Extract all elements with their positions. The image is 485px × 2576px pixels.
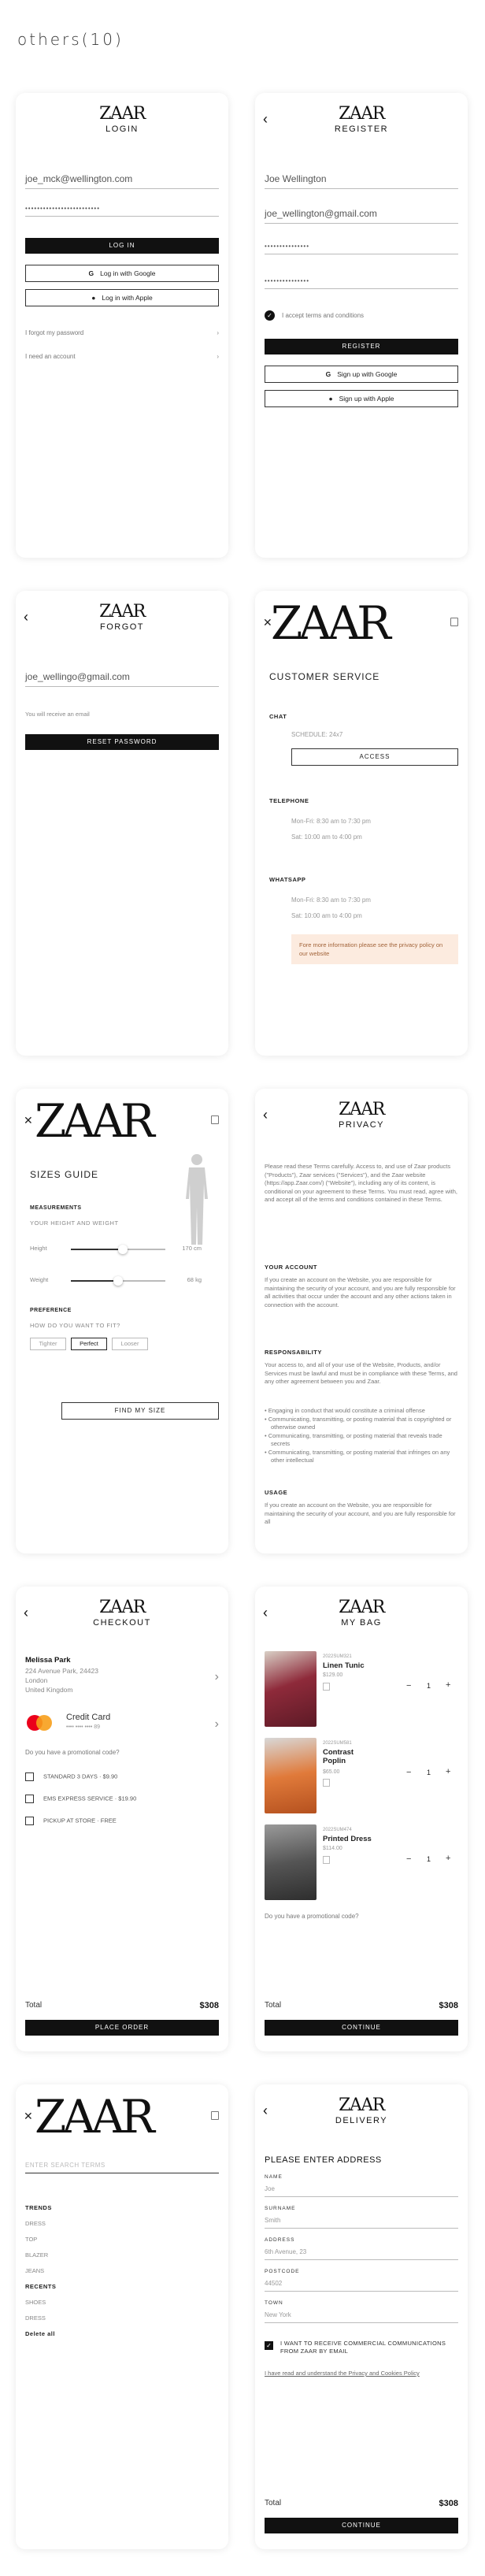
chevron-right-icon: › [214, 1717, 219, 1731]
usage-heading: USAGE [265, 1489, 288, 1496]
checkbox[interactable] [25, 1817, 34, 1825]
bag-item [265, 1824, 458, 1900]
trash-icon[interactable] [323, 1856, 330, 1864]
apple-icon: ● [328, 395, 333, 403]
product-price: $129.00 [323, 1672, 343, 1678]
bag-item [265, 1651, 458, 1727]
chevron-right-icon: › [217, 353, 219, 360]
screen-title: SIZES GUIDE [30, 1169, 99, 1180]
account-heading: YOUR ACCOUNT [265, 1264, 317, 1271]
total-label: Total [25, 2001, 43, 2010]
total-value: $308 [439, 2499, 458, 2508]
height-slider[interactable] [71, 1249, 165, 1250]
shipping-address[interactable] [25, 1656, 219, 1694]
terms-label: I accept terms and conditions [282, 312, 365, 319]
login-card [16, 93, 228, 558]
increase-quantity-button[interactable]: + [446, 1767, 451, 1776]
continue-button[interactable]: CONTINUE [265, 2020, 458, 2036]
apple-login-button[interactable] [25, 289, 219, 306]
register-button[interactable]: REGISTER [265, 339, 458, 354]
page-title: others(10) [17, 30, 124, 49]
shopping-bag-icon[interactable] [450, 618, 458, 626]
brand-logo: ZAAR [35, 2090, 151, 2144]
promo-code-link[interactable]: Do you have a promotional code? [265, 1913, 359, 1920]
product-ref: 2022SUM321 [323, 1654, 352, 1659]
search-card [16, 2084, 228, 2549]
town-label: TOWN [265, 2300, 283, 2306]
back-arrow-icon[interactable]: ‹ [263, 111, 268, 127]
surname-label: SURNAME [265, 2206, 296, 2211]
recent-item[interactable]: DRESS [25, 2314, 46, 2322]
need-account-link[interactable] [25, 353, 219, 360]
product-name: Printed Dress [323, 1835, 372, 1843]
opt-in-label: I WANT TO RECEIVE COMMERCIAL COMMUNICATIONS FROM ZAAR BY EMAIL [280, 2340, 446, 2355]
recent-item[interactable]: SHOES [25, 2299, 46, 2306]
close-icon[interactable]: ✕ [263, 616, 272, 629]
address-field[interactable]: 6th Avenue, 23 [265, 2248, 458, 2260]
reset-password-button[interactable]: RESET PASSWORD [25, 734, 219, 750]
product-price: $114.00 [323, 1846, 342, 1851]
terms-check-icon[interactable]: ✓ [265, 310, 275, 321]
screen-title: MY BAG [341, 1618, 382, 1628]
back-arrow-icon[interactable]: ‹ [263, 1107, 268, 1123]
apple-signup-label: Sign up with Apple [339, 395, 394, 403]
continue-button[interactable]: CONTINUE [265, 2518, 458, 2533]
google-icon: G [325, 370, 331, 378]
fit-option-tighter[interactable]: Tighter [30, 1338, 66, 1350]
surname-field[interactable]: Smith [265, 2217, 458, 2229]
whatsapp-hours-weekday: Mon-Fri: 8:30 am to 7:30 pm [291, 896, 371, 904]
back-arrow-icon[interactable]: ‹ [24, 609, 28, 625]
back-arrow-icon[interactable]: ‹ [24, 1605, 28, 1620]
brand-logo: ZAAR [99, 1598, 145, 1617]
increase-quantity-button[interactable]: + [446, 1680, 451, 1690]
shipping-option-express[interactable]: EMS EXPRESS SERVICE · $19.90 [25, 1795, 136, 1803]
product-name: Linen Tunic [323, 1661, 365, 1670]
whatsapp-label: WHATSAPP [269, 876, 306, 883]
opt-in-check-icon[interactable]: ✓ [265, 2341, 273, 2350]
quantity-value: 1 [427, 1769, 431, 1776]
google-login-button[interactable] [25, 265, 219, 282]
bullet-item: • Communicating, transmitting, or posting material that reveals trade secrets [265, 1431, 442, 1447]
decrease-quantity-button[interactable]: − [406, 1768, 412, 1777]
address-label: ADDRESS [265, 2237, 295, 2243]
mastercard-icon [25, 1714, 54, 1732]
increase-quantity-button[interactable]: + [446, 1854, 451, 1863]
whatsapp-hours-saturday: Sat: 10:00 am to 4:00 pm [291, 912, 362, 919]
measurements-label: MEASUREMENTS [30, 1205, 82, 1211]
chat-schedule: SCHEDULE: 24x7 [291, 731, 343, 738]
google-signup-button[interactable] [265, 366, 458, 383]
screen-title: REGISTER [334, 124, 389, 134]
total-label: Total [265, 2499, 282, 2507]
total-value: $308 [439, 2001, 458, 2010]
decrease-quantity-button[interactable]: − [406, 1854, 412, 1864]
trend-item[interactable]: BLAZER [25, 2251, 49, 2259]
brand-logo: ZAAR [99, 602, 145, 622]
height-slider-fill [71, 1249, 123, 1250]
height-value: 170 cm [182, 1245, 202, 1252]
town-field[interactable]: New York [265, 2311, 458, 2323]
screen-title: DELIVERY [335, 2116, 388, 2125]
bullet-item: • Engaging in conduct that would constitute a criminal offense [265, 1407, 425, 1414]
product-image [265, 1651, 317, 1727]
total-value: $308 [199, 2001, 219, 2010]
usage-text: If you create an account on the Website, you are responsible for maintaining the security of your account, and you are fully responsible for all [265, 1501, 456, 1525]
fit-option-looser[interactable]: Looser [112, 1338, 148, 1350]
delete-all-button[interactable]: Delete all [25, 2330, 55, 2337]
name-label: NAME [265, 2174, 283, 2180]
weight-label: Weight [30, 1276, 49, 1283]
brand-logo: ZAAR [339, 1598, 384, 1617]
apple-signup-button[interactable] [265, 390, 458, 407]
email-note: You will receive an email [25, 711, 90, 718]
brand-logo: ZAAR [35, 1094, 151, 1148]
weight-slider-handle[interactable] [113, 1276, 123, 1286]
confirm-password-field[interactable]: ••••••••••••••• [265, 277, 458, 289]
login-button[interactable]: LOG IN [25, 238, 219, 254]
checkout-card [16, 1587, 228, 2051]
forgot-password-label: I forgot my password [25, 329, 84, 336]
account-text: If you create an account on the Website, you are responsible for maintaining the security of your account, and you are fully responsible for all activities that occur under the account and any other actions taken in connection with the account. [265, 1276, 456, 1308]
close-icon[interactable]: ✕ [24, 2110, 33, 2122]
forgot-password-link[interactable] [25, 329, 219, 336]
height-weight-prompt: YOUR HEIGHT AND WEIGHT [30, 1219, 119, 1227]
screen-title: FORGOT [99, 622, 145, 632]
responsibility-text: Your access to, and all of your use of the Website, Products, and/or Services must be lawful and must be in compliance with these Terms, and any other agreement between you and Zaar. [265, 1361, 457, 1385]
fit-prompt: HOW DO YOU WANT TO FIT? [30, 1322, 120, 1329]
password-field[interactable]: ••••••••••••••••••••••••• [25, 205, 219, 217]
brand-logo: ZAAR [99, 104, 145, 124]
chat-label: CHAT [269, 713, 287, 720]
weight-value: 68 kg [187, 1276, 202, 1283]
product-image [265, 1824, 317, 1900]
product-price: $65.00 [323, 1769, 340, 1775]
google-signup-label: Sign up with Google [337, 370, 398, 378]
postcode-label: POSTCODE [265, 2269, 300, 2274]
email-field[interactable]: joe_mck@wellington.com [25, 173, 219, 189]
weight-slider[interactable] [71, 1280, 165, 1282]
name-field[interactable]: Joe [265, 2185, 458, 2197]
payment-method[interactable] [25, 1711, 219, 1735]
register-card [255, 93, 468, 558]
product-image [265, 1738, 317, 1813]
brand-logo: ZAAR [339, 2095, 384, 2115]
height-label: Height [30, 1245, 47, 1252]
address-prompt: PLEASE ENTER ADDRESS [265, 2155, 382, 2165]
trend-item[interactable]: JEANS [25, 2267, 45, 2274]
customer-service-card [255, 591, 468, 1056]
trends-heading: TRENDS [25, 2204, 52, 2211]
back-arrow-icon[interactable]: ‹ [263, 2103, 268, 2118]
checkbox[interactable] [25, 1795, 34, 1803]
my-bag-card [255, 1587, 468, 2051]
trend-item[interactable]: TOP [25, 2236, 38, 2243]
privacy-intro: Please read these Terms carefully. Access to, and use of Zaar products ("Products"), Zaar services ("Services"), and the Zaar website (https://app.Zaar.com/) ("Website"), including any of its content, is conditional on your agreement to these Terms. You must read, agree with, and accept all of the terms and conditions contained in these Terms. [265, 1163, 458, 1203]
trend-item[interactable]: DRESS [25, 2220, 46, 2227]
checkbox[interactable] [25, 1772, 34, 1781]
shopping-bag-icon[interactable] [211, 1115, 219, 1124]
responsibility-heading: RESPONSABILITY [265, 1349, 322, 1356]
delivery-card [255, 2084, 468, 2549]
product-ref: 2022SUM581 [323, 1741, 352, 1746]
telephone-label: TELEPHONE [269, 797, 309, 804]
shopping-bag-icon[interactable] [211, 2111, 219, 2120]
weight-slider-fill [71, 1280, 118, 1282]
telephone-hours-saturday: Sat: 10:00 am to 4:00 pm [291, 833, 362, 841]
customer-name: Melissa Park [25, 1656, 71, 1665]
screen-title: PRIVACY [339, 1120, 384, 1130]
brand-logo: ZAAR [339, 1100, 384, 1119]
apple-login-label: Log in with Apple [102, 294, 153, 302]
address-line: 224 Avenue Park, 24423 [25, 1667, 98, 1675]
quantity-value: 1 [427, 1682, 431, 1690]
password-field[interactable]: ••••••••••••••• [265, 243, 458, 254]
shipping-option-standard[interactable]: STANDARD 3 DAYS · $9.90 [25, 1772, 117, 1781]
apple-icon: ● [91, 294, 96, 302]
email-field[interactable]: joe_wellington@gmail.com [265, 208, 458, 224]
recents-heading: RECENTS [25, 2283, 57, 2290]
chevron-right-icon: › [214, 1670, 219, 1683]
product-name: Contrast Poplin [323, 1748, 354, 1765]
screen-title: LOGIN [106, 124, 139, 134]
preference-label: PREFERENCE [30, 1308, 72, 1313]
name-field[interactable]: Joe Wellington [265, 173, 458, 189]
postcode-field[interactable]: 44502 [265, 2280, 458, 2292]
trash-icon[interactable] [323, 1779, 330, 1787]
brand-logo: ZAAR [339, 104, 384, 124]
height-slider-handle[interactable] [118, 1245, 128, 1254]
privacy-policy-link[interactable]: I have read and understand the Privacy and Cookies Policy [265, 2370, 420, 2377]
promo-code-link[interactable]: Do you have a promotional code? [25, 1749, 120, 1756]
address-line: London [25, 1676, 48, 1684]
body-silhouette-icon [180, 1152, 214, 1246]
fit-option-perfect[interactable]: Perfect [71, 1338, 107, 1350]
google-icon: G [88, 269, 94, 277]
sizes-guide-card [16, 1089, 228, 1553]
decrease-quantity-button[interactable]: − [406, 1681, 412, 1691]
shipping-option-pickup[interactable]: PICKUP AT STORE · FREE [25, 1817, 117, 1825]
need-account-label: I need an account [25, 353, 76, 360]
place-order-button[interactable]: PLACE ORDER [25, 2020, 219, 2036]
card-label: Credit Card [66, 1713, 111, 1722]
close-icon[interactable]: ✕ [24, 1114, 33, 1127]
brand-logo: ZAAR [271, 596, 387, 650]
access-button[interactable]: ACCESS [291, 748, 458, 766]
email-field[interactable]: joe_wellingo@gmail.com [25, 671, 219, 687]
total-label: Total [265, 2001, 282, 2010]
find-my-size-button[interactable]: FIND MY SIZE [61, 1402, 219, 1420]
google-login-label: Log in with Google [100, 269, 156, 277]
back-arrow-icon[interactable]: ‹ [263, 1605, 268, 1620]
bullet-item: • Communicating, transmitting, or posting material that is copyrighted or otherwise owned [265, 1415, 452, 1431]
search-input[interactable]: ENTER SEARCH TERMS [25, 2162, 219, 2173]
quantity-value: 1 [427, 1855, 431, 1863]
bag-item [265, 1738, 458, 1813]
privacy-notice: Fore more information please see the privacy policy on our website [291, 934, 458, 964]
bullet-item: • Communicating, transmitting, or posting material that infringes on any other intellectual [265, 1448, 450, 1464]
card-number: •••• •••• •••• 89 [66, 1724, 101, 1730]
address-line: United Kingdom [25, 1686, 73, 1694]
screen-title: CHECKOUT [93, 1618, 151, 1628]
privacy-card [255, 1089, 468, 1553]
telephone-hours-weekday: Mon-Fri: 8:30 am to 7:30 pm [291, 818, 371, 825]
forgot-card [16, 591, 228, 1056]
chevron-right-icon: › [217, 329, 219, 336]
responsibility-bullets [265, 1407, 458, 1465]
product-ref: 2022SUM474 [323, 1828, 352, 1832]
trash-icon[interactable] [323, 1683, 330, 1691]
screen-title: CUSTOMER SERVICE [269, 671, 380, 682]
